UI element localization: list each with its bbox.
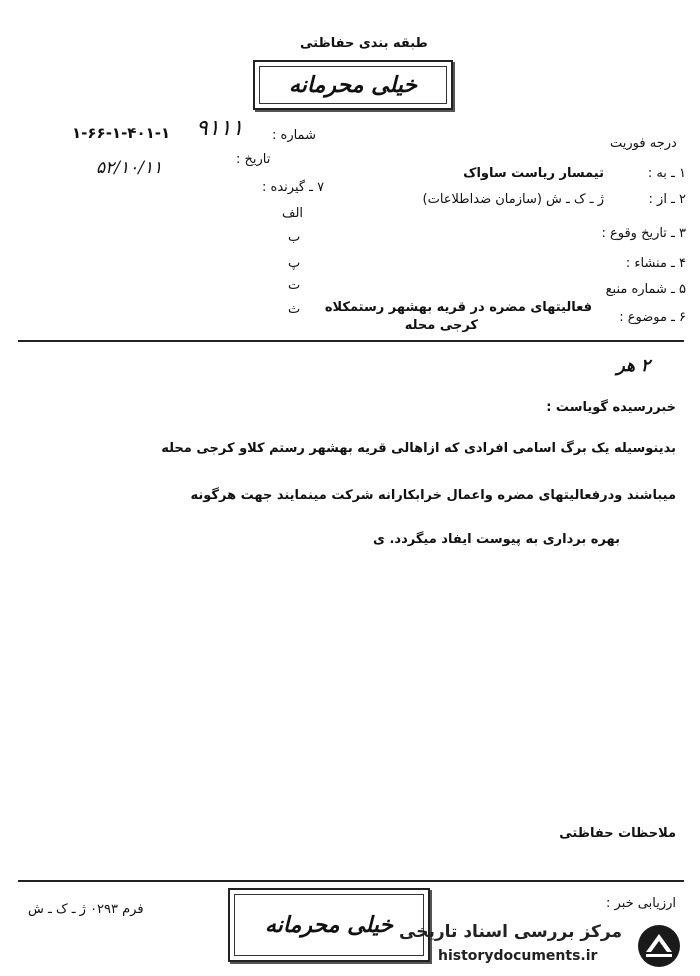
notes-label: ملاحظات حفاظتی	[559, 826, 676, 841]
recipient-se: ث	[288, 302, 301, 317]
to-label: ۱ ـ به :	[647, 166, 686, 181]
from-value: ژ ـ ک ـ ش (سازمان ضداطلاعات)	[422, 192, 604, 207]
subject-line-2: کرجی محله	[404, 318, 478, 333]
hand-mark: ۲ هر	[616, 356, 650, 376]
watermark-url: historydocuments.ir	[438, 948, 598, 964]
divider-bottom	[18, 880, 684, 882]
recipients-label: ۷ ـ گیرنده :	[262, 180, 325, 195]
archive-logo-icon	[632, 922, 686, 970]
classification-stamp-top	[253, 60, 453, 110]
number-label: شماره :	[272, 128, 316, 143]
urgency-label: درجه فوریت	[610, 136, 677, 151]
subject-label: ۶ ـ موضوع :	[619, 310, 686, 325]
number-code: ۱-۶۶-۱-۴۰۱-۱	[72, 124, 171, 142]
form-label: فرم ۰۲۹۳ ژ ـ ک ـ ش	[28, 902, 144, 917]
stamp-top-text: خیلی محرمانه	[259, 66, 447, 104]
from-label: ۲ ـ از :	[648, 192, 686, 207]
body-line-2: میباشند ودرفعالیتهای مضره واعمال خرابکارانه شرکت مینمایند جهت هرگونه	[190, 488, 676, 503]
recipient-te: ت	[288, 278, 301, 293]
classification-label: طبقه بندی حفاظتی	[300, 36, 428, 51]
recipient-alef: الف	[282, 206, 304, 221]
date-label: تاریخ :	[236, 152, 271, 167]
subject-line-1: فعالیتهای مضره در قریه بهشهر رستمکلاه	[324, 300, 592, 315]
body-line-1: بدینوسیله یک برگ اسامی افرادی که ازاهالی قریه بهشهر رستم کلاو کرجی محله	[161, 441, 676, 456]
body-line-3: بهره برداری به پیوست ایفاد میگردد. ی	[373, 532, 620, 547]
watermark-title: مرکز بررسی اسناد تاریخی	[399, 922, 622, 942]
intro-text: خبررسیده گویاست :	[546, 400, 676, 415]
origin-label: ۴ ـ منشاء :	[625, 256, 686, 271]
stamp-bottom-text: خیلی محرمانه	[234, 894, 424, 956]
recipient-pe: پ	[288, 256, 301, 271]
to-value: تیمسار ریاست ساواک	[463, 166, 604, 181]
number-handwritten: ۹۱۱۱	[196, 116, 244, 141]
recipient-be: ب	[288, 230, 301, 245]
date-value: ۵۲/۱۰/۱۱	[96, 158, 163, 178]
event-date-label: ۳ ـ تاریخ وقوع :	[601, 226, 686, 241]
evaluation-label: ارزیابی خبر :	[606, 896, 676, 911]
source-number-label: ۵ ـ شماره منبع	[605, 282, 686, 297]
divider-top	[18, 340, 684, 342]
